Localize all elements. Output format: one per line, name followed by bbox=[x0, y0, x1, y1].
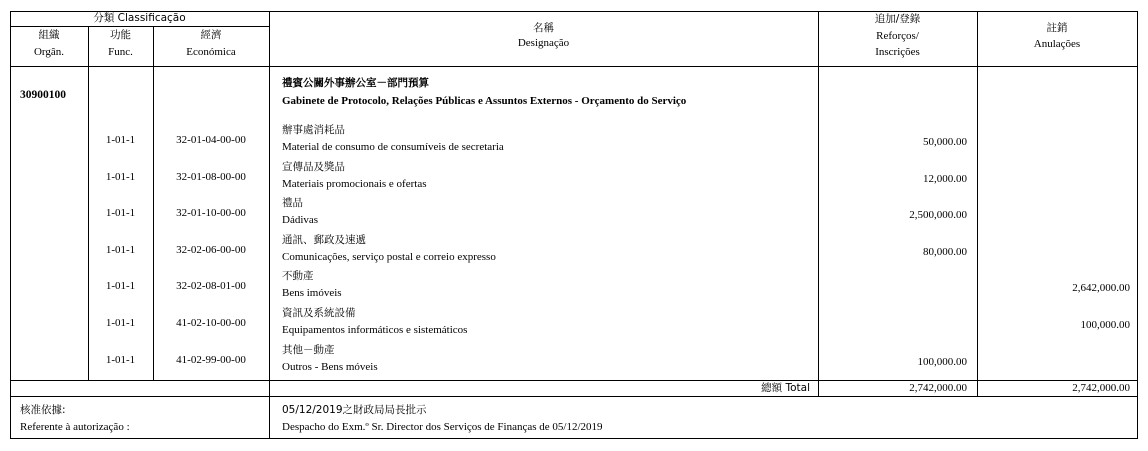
row-desig-zh: 其他－動產 bbox=[282, 344, 335, 356]
row-desig-pt: Bens imóveis bbox=[282, 287, 342, 299]
section-title-pt: Gabinete de Protocolo, Relações Públicas e Assuntos Externos - Orçamento do Serviço bbox=[282, 95, 687, 107]
header-econ-zh: 經濟 bbox=[200, 29, 222, 41]
header-func-pt: Func. bbox=[108, 46, 133, 58]
organ-code: 30900100 bbox=[20, 89, 66, 101]
row-func-code: 1-01-1 bbox=[105, 171, 136, 183]
table-row bbox=[0, 195, 1148, 231]
row-func-code: 1-01-1 bbox=[105, 244, 136, 256]
total-anulacoes: 2,742,000.00 bbox=[1072, 382, 1130, 394]
authorization-label-pt: Referente à autorização : bbox=[20, 421, 130, 433]
row-econ-code: 41-02-10-00-00 bbox=[176, 317, 246, 329]
row-func-code: 1-01-1 bbox=[105, 317, 136, 329]
table-row bbox=[0, 342, 1148, 378]
row-desig-pt: Dádivas bbox=[282, 214, 319, 226]
row-reforcos: 12,000.00 bbox=[923, 173, 967, 185]
header-desig-zh: 名稱 bbox=[533, 22, 554, 34]
row-econ-code: 32-01-10-00-00 bbox=[176, 207, 246, 219]
row-reforcos: 2,500,000.00 bbox=[909, 209, 967, 221]
row-desig-pt: Equipamentos informáticos e sistemáticos bbox=[282, 324, 468, 336]
authorization-label-zh: 核准依據: bbox=[20, 404, 66, 416]
row-anulacoes: 100,000.00 bbox=[1080, 319, 1130, 331]
table-row bbox=[0, 305, 1148, 341]
table-row bbox=[0, 268, 1148, 304]
total-reforcos: 2,742,000.00 bbox=[909, 382, 967, 394]
row-desig-zh: 不動產 bbox=[282, 270, 314, 282]
row-econ-code: 32-02-08-01-00 bbox=[176, 280, 246, 292]
row-desig-zh: 禮品 bbox=[282, 197, 303, 209]
header-anul-zh: 註銷 bbox=[1046, 22, 1068, 34]
row-reforcos: 80,000.00 bbox=[923, 246, 967, 258]
row-desig-zh: 通訊、郵政及速遞 bbox=[282, 234, 366, 246]
row-func-code: 1-01-1 bbox=[105, 280, 136, 292]
rule-header-bottom bbox=[10, 66, 1137, 67]
section-title-zh: 禮賓公關外事辦公室－部門預算 bbox=[282, 77, 429, 89]
rule-body-bottom bbox=[10, 380, 1137, 381]
table-row bbox=[0, 122, 1148, 158]
row-desig-zh: 資訊及系統設備 bbox=[282, 307, 356, 319]
rule-footer-bottom bbox=[10, 438, 1137, 439]
row-reforcos: 100,000.00 bbox=[917, 356, 967, 368]
row-econ-code: 41-02-99-00-00 bbox=[176, 354, 246, 366]
row-func-code: 1-01-1 bbox=[105, 134, 136, 146]
header-organ-zh: 組織 bbox=[38, 29, 60, 41]
header-econ-pt: Económica bbox=[186, 46, 236, 58]
row-desig-zh: 辦事處消耗品 bbox=[282, 124, 345, 136]
header-classification: 分類 Classificação bbox=[93, 12, 186, 24]
authorization-text-zh: 05/12/2019之財政局局長批示 bbox=[282, 404, 427, 416]
row-func-code: 1-01-1 bbox=[105, 207, 136, 219]
row-econ-code: 32-02-06-00-00 bbox=[176, 244, 246, 256]
header-func-zh: 功能 bbox=[110, 29, 131, 41]
row-desig-zh: 宣傳品及獎品 bbox=[282, 161, 345, 173]
row-func-code: 1-01-1 bbox=[105, 354, 136, 366]
row-econ-code: 32-01-04-00-00 bbox=[176, 134, 246, 146]
rule-classif-split bbox=[10, 26, 269, 27]
header-reforcos-pt2: Inscrições bbox=[875, 46, 920, 58]
row-desig-pt: Material de consumo de consumíveis de secretaria bbox=[282, 141, 504, 153]
row-desig-pt: Comunicações, serviço postal e correio expresso bbox=[282, 251, 496, 263]
authorization-text-pt: Despacho do Exm.º Sr. Director dos Serviços de Finanças de 05/12/2019 bbox=[282, 421, 603, 433]
row-econ-code: 32-01-08-00-00 bbox=[176, 171, 246, 183]
row-desig-pt: Outros - Bens móveis bbox=[282, 361, 378, 373]
header-reforcos-zh: 追加/登錄 bbox=[874, 13, 921, 25]
table-row bbox=[0, 159, 1148, 195]
total-label: 總額 Total bbox=[761, 382, 810, 394]
row-reforcos: 50,000.00 bbox=[923, 136, 967, 148]
rule-total-bottom bbox=[10, 396, 1137, 397]
table-row bbox=[0, 232, 1148, 268]
row-desig-pt: Materiais promocionais e ofertas bbox=[282, 178, 427, 190]
header-reforcos-pt1: Reforços/ bbox=[876, 30, 919, 42]
row-anulacoes: 2,642,000.00 bbox=[1072, 282, 1130, 294]
header-organ-pt: Orgân. bbox=[33, 46, 65, 58]
header-anul-pt: Anulações bbox=[1033, 38, 1081, 50]
header-desig-pt: Designação bbox=[517, 37, 570, 49]
